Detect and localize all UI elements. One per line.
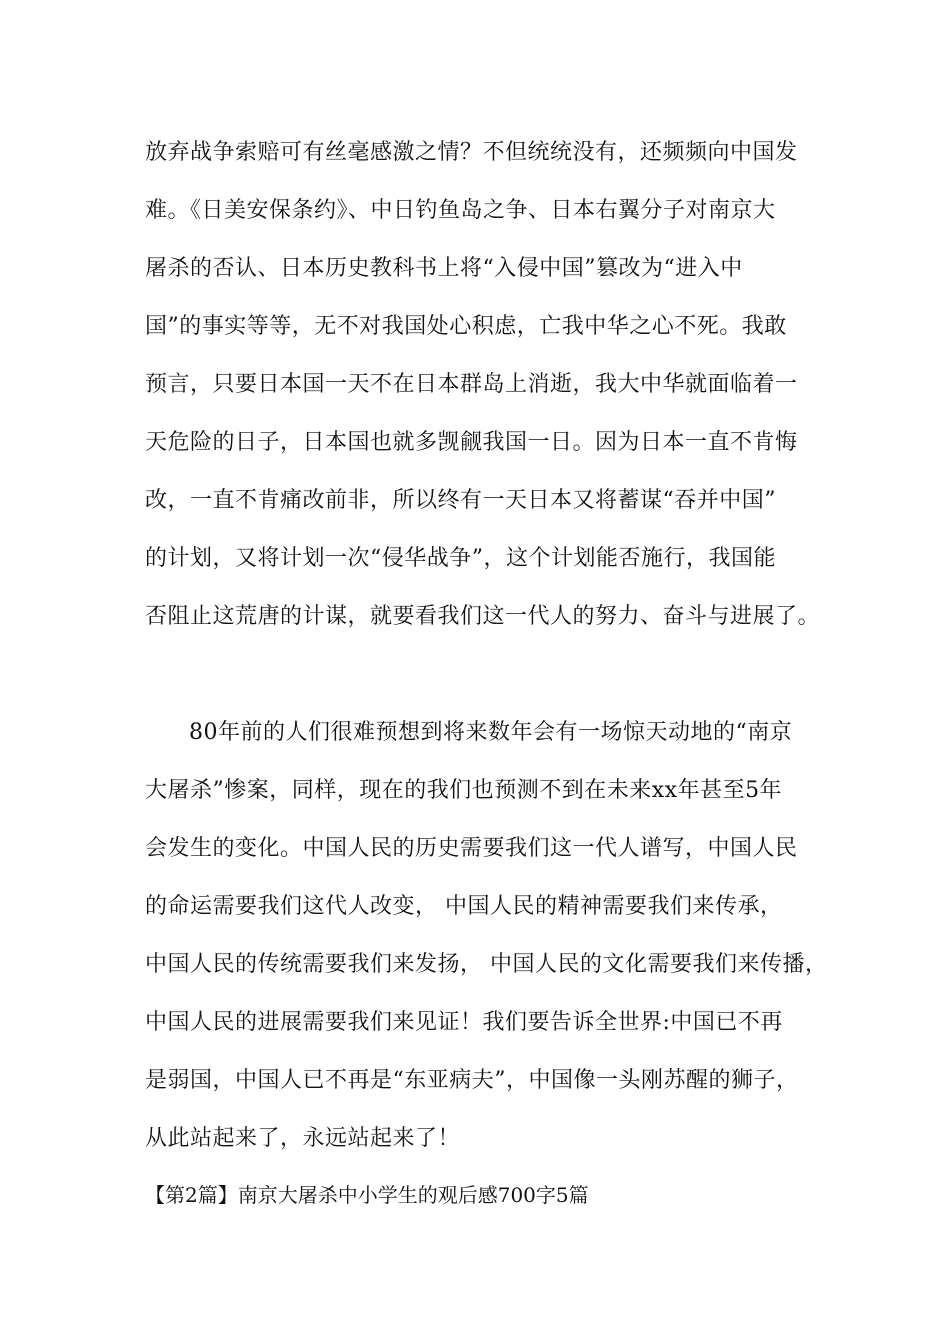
text-line: 屠杀的否认、日本历史教科书上将“入侵中国”篡改为“进入中: [145, 256, 743, 281]
section-heading: 【第2篇】南京大屠杀中小学生的观后感700字5篇: [145, 1183, 589, 1207]
text-line: 80年前的人们很难预想到将来数年会有一场惊天动地的“南京: [189, 720, 793, 745]
text-line: 大屠杀”惨案，同样，现在的我们也预测不到在未来xx年甚至5年: [145, 778, 783, 803]
text-line: 是弱国，中国人已不再是“东亚病夫”，中国像一头刚苏醒的狮子，: [145, 1068, 799, 1093]
text-line: 中国人民的进展需要我们来见证！我们要告诉全世界:中国已不再: [145, 1010, 783, 1035]
text-line: 国”的事实等等，无不对我国处心积虑，亡我中华之心不死。我敢: [145, 314, 787, 339]
text-line: 从此站起来了，永远站起来了！: [145, 1126, 461, 1151]
text-line: 的命运需要我们这代人改变， 中国人民的精神需要我们来传承，: [145, 894, 783, 919]
text-line: 中国人民的传统需要我们来发扬， 中国人民的文化需要我们来传播，: [145, 952, 828, 977]
text-line: 否阻止这荒唐的计谋，就要看我们这一代人的努力、奋斗与进展了。: [145, 604, 821, 629]
text-line: 预言，只要日本国一天不在日本群岛上消逝，我大中华就面临着一: [145, 372, 798, 397]
text-line: 会发生的变化。中国人民的历史需要我们这一代人谱写，中国人民: [145, 836, 798, 861]
text-line: 放弃战争索赔可有丝毫感激之情？不但统统没有，还频频向中国发: [145, 140, 798, 165]
text-line: 天危险的日子，日本国也就多觊觎我国一日。因为日本一直不肯悔: [145, 430, 798, 455]
text-line: 的计划，又将计划一次“侵华战争”，这个计划能否施行，我国能: [145, 546, 776, 571]
text-line: 改，一直不肯痛改前非，所以终有一天日本又将蓄谋“吞并中国”: [145, 488, 776, 513]
text-line: 难。《日美安保条约》、中日钓鱼岛之争、日本右翼分子对南京大: [145, 198, 776, 223]
